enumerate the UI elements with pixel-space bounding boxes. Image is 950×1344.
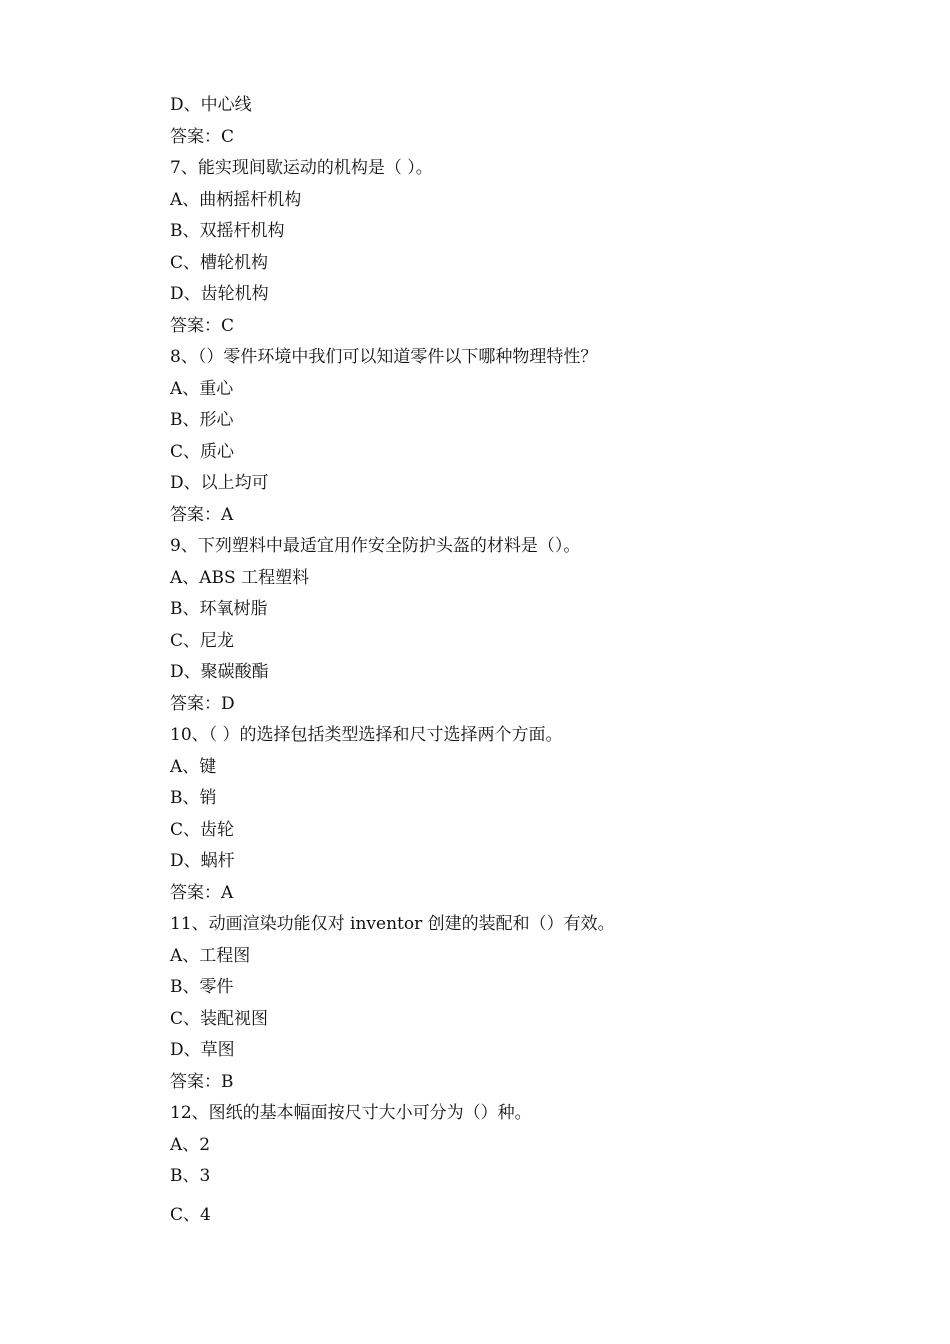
question-11: 11、动画渲染功能仅对 inventor 创建的装配和（）有效。 [170,914,615,934]
option-d-q9: D、聚碳酸酯 [170,662,269,682]
option-d-q6: D、中心线 [170,95,252,115]
option-b-q8: B、形心 [170,410,234,430]
option-d-q7: D、齿轮机构 [170,284,269,304]
option-c-q7: C、槽轮机构 [170,252,269,273]
option-b-q9: B、环氧树脂 [170,599,268,619]
option-d-q11: D、草图 [170,1040,235,1060]
option-a-q7: A、曲柄摇杆机构 [170,189,302,210]
option-b-q7: B、双摇杆机构 [170,221,285,241]
answer-q6: 答案：C [170,126,235,147]
option-d-q10: D、蜗杆 [170,851,235,871]
option-b-q12: B、3 [170,1166,211,1186]
answer-q10: 答案：A [170,882,234,903]
option-b-q10: B、销 [170,788,217,808]
option-a-q12: A、2 [170,1134,211,1155]
option-c-q10: C、齿轮 [170,819,235,840]
question-7: 7、能实现间歇运动的机构是（ ）。 [170,158,433,178]
option-c-q9: C、尼龙 [170,630,235,651]
document-page [170,90,870,1231]
question-9: 9、下列塑料中最适宜用作安全防护头盔的材料是（）。 [170,536,581,556]
answer-q7: 答案：C [170,315,235,336]
option-c-q8: C、质心 [170,441,235,462]
option-d-q8: D、以上均可 [170,473,269,493]
answer-q8: 答案：A [170,504,234,525]
question-12: 12、图纸的基本幅面按尺寸大小可分为（）种。 [170,1103,532,1123]
option-a-q8: A、重心 [170,378,234,399]
option-a-q9: A、ABS 工程塑料 [170,567,310,588]
option-b-q11: B、零件 [170,977,234,997]
question-10: 10、（ ）的选择包括类型选择和尺寸选择两个方面。 [170,725,563,745]
answer-q9: 答案：D [170,693,235,714]
answer-q11: 答案：B [170,1071,234,1092]
option-c-q12: C、4 [170,1204,211,1225]
option-a-q11: A、工程图 [170,945,251,966]
question-8: 8、（）零件环境中我们可以知道零件以下哪种物理特性？ [170,347,598,367]
option-a-q10: A、键 [170,756,217,777]
option-c-q11: C、装配视图 [170,1008,269,1029]
